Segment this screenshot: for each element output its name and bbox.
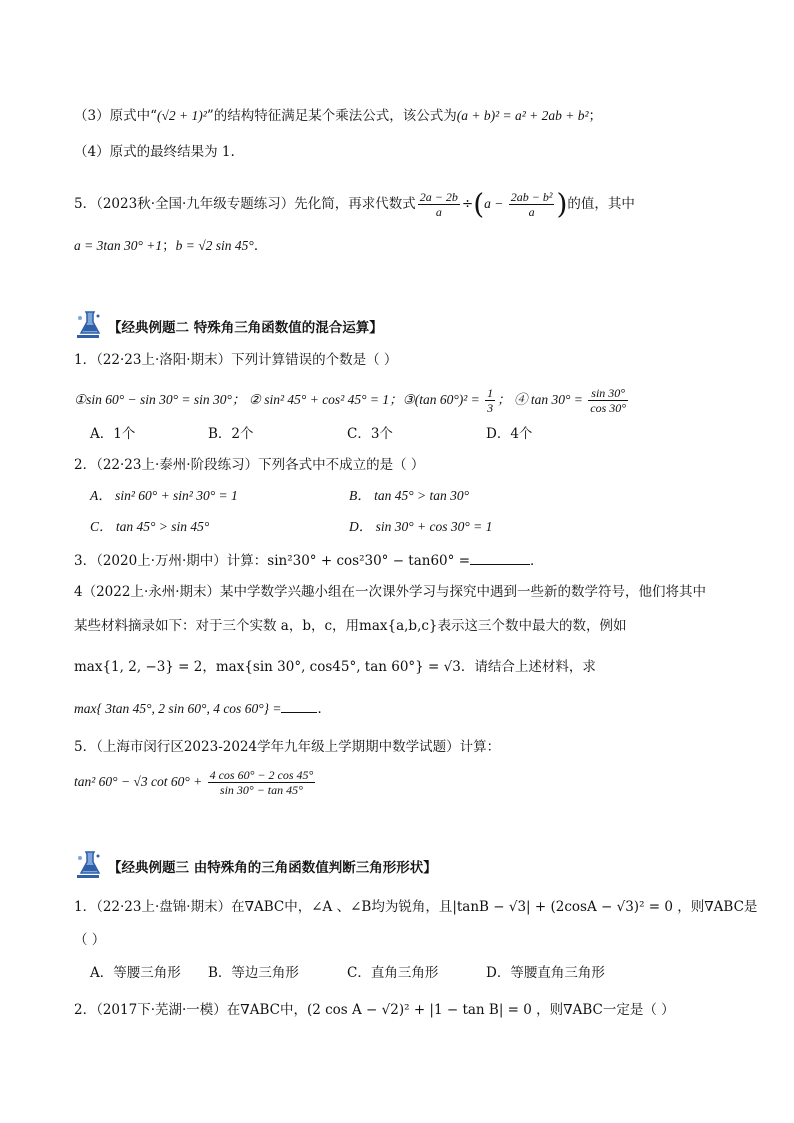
q2-option-c[interactable]: C． tan 45° > sin 45° [90,519,210,534]
r1-option-a[interactable]: A．等腰三角形 [90,965,181,981]
square-identity: (a + b)² = a² + 2ab + b² [456,108,589,123]
q1-option-b[interactable]: B．2个 [208,426,254,442]
q1-option-d[interactable]: D．4个 [486,426,533,442]
r1-option-d[interactable]: D．等腰直角三角形 [486,965,605,981]
r1-stem: 1．（22·23上·盘锦·期末）在∇ABC中，∠A 、∠B均为锐角，且|tanB − √3| + (2cosA − √3)² = 0 ，则∇ABC是 [74,899,758,915]
question-5-values: a = 3tan 30° +1；b = √2 sin 45°． [74,238,268,254]
q1-items: ①sin 60° − sin 30° = sin 30°； ② sin² 45° + cos² 45° = 1；③(tan 60°)² = $\frac{1}{3}$ ； ④ tan 30° = $\frac{\sin 30^\circ}{\cos 30^\circ}$ [74,386,627,415]
q5-stem: 5．（上海市闵行区2023-2024学年九年级上学期期中数学试题）计算： [74,739,501,755]
solution-step-3: （3）原式中“(√2 + 1)²”的结构特征满足某个乘法公式，该公式为(a + b)² = a² + 2ab + b²； [74,108,603,124]
fraction-2ab-b2: $\frac{\text{2ab − b²}}{a}$ [510,190,553,219]
r2-stem: 2．（2017下·芜湖·一模）在∇ABC中，(2 cos A − √2)² + |1 − tan B| = 0 ，则∇ABC一定是（ ） [74,1002,675,1018]
answer-blank[interactable] [281,698,317,713]
fraction-one-third: $\frac{1}{3}$ [487,386,494,415]
section-title: 【经典例题三 由特殊角的三角函数值判断三角形形状】 [108,860,437,876]
q3-calc: 3．（2020上·万州·期中）计算：sin²30° + cos²30° − tan60° = ． [74,550,544,571]
fraction-sin-over-cos: $\frac{\sin 30^\circ}{\cos 30^\circ}$ [590,386,627,415]
q4-line2: 某些材料摘录如下：对于三个实数 a，b，c，用max{a,b,c}表示这三个数中最大的数，例如 [74,618,627,634]
q2-option-d[interactable]: D． sin 30° + cos 30° = 1 [349,519,493,534]
fraction-2a-2b: $\frac{2a - 2b}{a}$ [419,190,458,219]
q2-option-b[interactable]: B． tan 45° > tan 30° [349,488,470,503]
q1-option-a[interactable]: A．1个 [90,426,136,442]
q4-line4: max{ 3tan 45°, 2 sin 60°, 4 cos 60°} = ． [74,698,331,719]
section-title: 【经典例题二 特殊角三角函数值的混合运算】 [108,320,383,336]
flask-icon [74,308,104,340]
flask-icon [74,848,104,880]
answer-blank[interactable] [470,550,530,565]
q4-line1: 4（2022上·永州·期末）某中学数学兴趣小组在一次课外学习与探究中遇到一些新的数学符号，他们将其中 [74,584,707,600]
section-header-3 [74,848,724,882]
r1-paren: （ ） [74,932,106,948]
solution-step-4: （4）原式的最终结果为 1. [74,144,235,160]
q1-stem: 1．（22·23上·洛阳·期末）下列计算错误的个数是（ ） [74,352,398,368]
sqrt-expression: (√2 + 1)² [157,108,207,123]
section-header-2 [74,308,724,342]
q4-line3: max{1, 2, −3} = 2，max{sin 30°, cos45°, tan 60°} = √3．请结合上述材料，求 [74,659,596,675]
fraction-cos-over-sin-tan: $\frac{4 \cos 60^\circ - 2 \cos 45^\circ}{\sin 30^\circ - \tan 45^\circ}$ [209,768,314,797]
r1-option-c[interactable]: C．直角三角形 [347,965,439,981]
q2-option-a[interactable]: A． sin² 60° + sin² 30° = 1 [90,488,238,503]
q1-option-c[interactable]: C．3个 [347,426,393,442]
question-5-simplify: 5．（2023秋·全国·九年级专题练习）先化简，再求代数式 $\frac{2a - 2b}{a}$ ÷(a − $\frac{\text{2ab − b²}}{a}$ )的值，其中 [74,187,635,221]
r1-option-b[interactable]: B．等边三角形 [208,965,299,981]
q2-stem: 2．（22·23上·泰州·阶段练习）下列各式中不成立的是（ ） [74,457,425,473]
q5-expression: tan² 60° − √3 cot 60° + $\frac{4 \cos 60^\circ - 2 \cos 45^\circ}{\sin 30^\circ - \tan 45^\circ}$ [74,768,314,797]
